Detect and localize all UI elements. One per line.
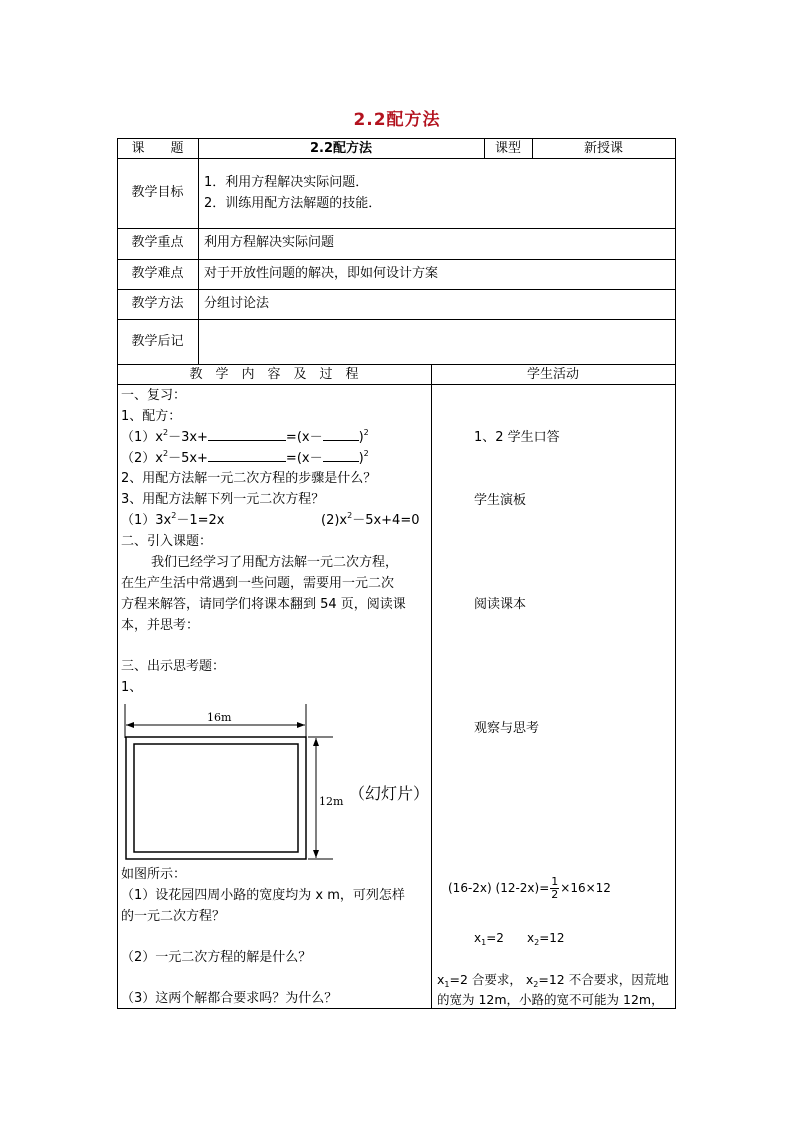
equation-1: $(1)x^2-3x+ =(x- )^2$ xyxy=(121,428,369,445)
height-label: 12m xyxy=(319,795,344,808)
type-value: 新授课 xyxy=(583,141,623,156)
page-title: 2.2配方法 xyxy=(353,110,441,130)
intro-paragraph: 本，并思考： xyxy=(121,618,200,633)
intro-heading: 二、引入课题： xyxy=(121,534,213,549)
key-value: 利用方程解决实际问题 xyxy=(204,235,335,250)
equation-3: $(1)3x^2-1=2x$ xyxy=(121,511,225,528)
answer-explanation: 的宽为 12m，小路的宽不可能为 12m， xyxy=(437,992,664,1007)
answer-explanation: $x_1=2$ 合要求， $x_2=12$ 不合要求，因荒地 xyxy=(437,972,669,989)
item-3: 3、用配方法解下列一元二次方程？ xyxy=(121,492,325,507)
equation-4: $(2)x^2-5x+4=0$ xyxy=(321,511,420,528)
sub-question-3: （3）这两个解都合要求吗？为什么？ xyxy=(121,991,338,1006)
sub-question-1: （1）设花园四周小路的宽度均为 x m，可列怎样 xyxy=(121,888,405,903)
student-activity: 1、2 学生口答 xyxy=(474,430,560,445)
think-heading: 三、出示思考题： xyxy=(121,659,226,674)
sub-question-1: 的一元二次方程？ xyxy=(121,909,226,924)
type-label: 课型 xyxy=(494,141,521,156)
difficulty-value: 对于开放性问题的解决，即如何设计方案 xyxy=(204,266,439,281)
review-heading: 一、复习： xyxy=(121,388,187,403)
question-1: 1、 xyxy=(121,680,143,695)
goal-item: 1．利用方程解决实际问题． xyxy=(204,175,369,190)
sub-question-2: （2）一元二次方程的解是什么？ xyxy=(121,950,312,965)
student-activity: 阅读课本 xyxy=(474,597,527,612)
as-shown: 如图所示： xyxy=(121,867,187,882)
lesson-plan-table xyxy=(117,138,676,1009)
root-x2: $x_2=12$ xyxy=(527,931,565,947)
intro-paragraph: 我们已经学习了用配方法解一元二次方程， xyxy=(151,555,399,570)
root-x1: $x_1=2$ xyxy=(474,931,504,947)
student-activity: 观察与思考 xyxy=(474,721,540,736)
key-label: 教学重点 xyxy=(131,235,184,250)
method-value: 分组讨论法 xyxy=(204,296,270,311)
intro-paragraph: 在生产生活中常遇到一些问题，需要用一元二次 xyxy=(121,576,395,591)
student-header: 学生活动 xyxy=(526,367,579,382)
reflection-label: 教学后记 xyxy=(131,334,184,349)
answer-equation: (16-2x) (12-2x)= $\frac{1}{2}$ ×16×12 xyxy=(448,875,611,901)
item-2: 2、用配方法解一元二次方程的步骤是什么？ xyxy=(121,471,377,486)
outer-field xyxy=(126,737,306,859)
goal-item: 2．训练用配方法解题的技能． xyxy=(204,196,382,211)
intro-paragraph: 方程来解答，请同学们将课本翻到 54 页，阅读课 xyxy=(121,597,406,612)
topic-label: 课 题 xyxy=(131,141,184,156)
garden-figure xyxy=(117,698,431,863)
inner-garden xyxy=(134,744,298,852)
topic-value: 2.2配方法 xyxy=(309,141,373,156)
difficulty-label: 教学难点 xyxy=(131,266,184,281)
method-label: 教学方法 xyxy=(131,296,184,311)
item-1: 1、配方： xyxy=(121,409,182,424)
process-header: 教 学 内 容 及 过 程 xyxy=(189,367,359,382)
student-activity: 学生演板 xyxy=(474,493,527,508)
equation-2: $(2)x^2-5x+ =(x- )^2$ xyxy=(121,449,369,466)
goals-label: 教学目标 xyxy=(131,185,184,200)
width-label: 16m xyxy=(207,711,232,724)
slide-label: （幻灯片） xyxy=(349,784,430,803)
